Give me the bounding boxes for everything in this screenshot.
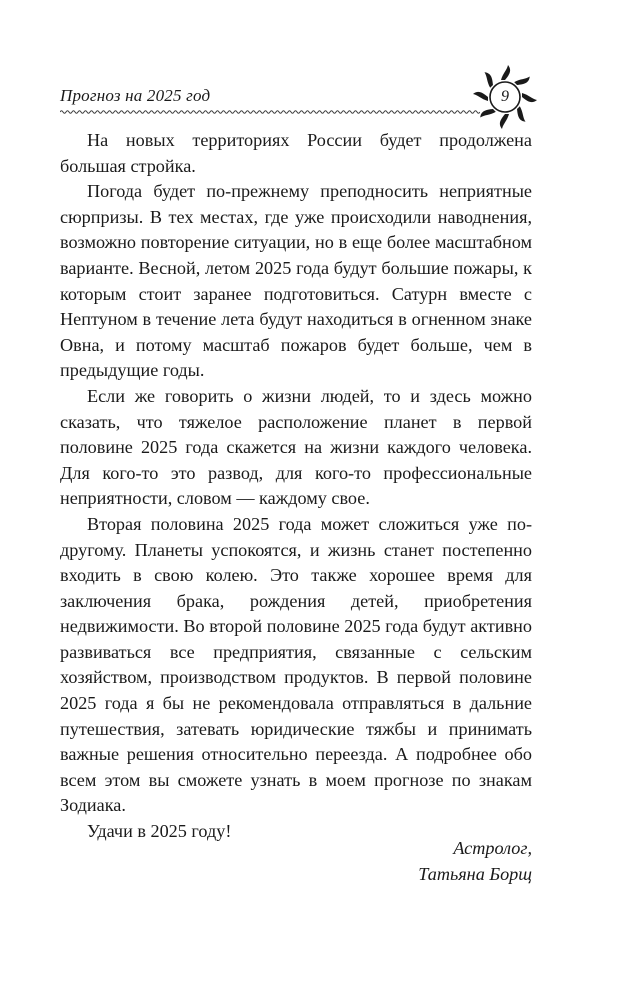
body-text	[60, 128, 532, 845]
paragraph: Удачи в 2025 году!	[87, 821, 232, 842]
paragraph: Погода будет по-прежнему преподносить неприятные сюрпризы. В тех местах, где уже происходили наводнения, возможно повторение ситуации, но в еще более масштабном варианте. Весной, летом 2025 года будут большие пожары, к которым стоит заранее подготовиться. Сатурн вместе с Нептуном в течение лета будут находиться в огненном знаке Овна, и потому масштаб пожаров будет больше, чем в предыдущие годы.	[60, 181, 532, 381]
running-head: Прогноз на 2025 год	[60, 86, 211, 105]
paragraph: На новых территориях России будет продолжена большая стройка.	[60, 130, 532, 176]
page-number: 9	[501, 88, 509, 105]
paragraph: Если же говорить о жизни людей, то и здесь можно сказать, что тяжелое расположение планет в первой половине 2025 года скажется на жизни каждого человека. Для кого-то это развод, для кого-то профессиональные неприятности, словом — каждому свое.	[60, 385, 532, 509]
signature	[418, 836, 532, 887]
header-wavy-rule	[60, 108, 480, 116]
signature-role: Астролог,	[453, 838, 532, 858]
paragraph: Вторая половина 2025 года может сложиться уже по-другому. Планеты успокоятся, и жизнь станет постепенно входить в свою колею. Это также хорошее время для заключения брака, рождения детей, приобретения недвижимости. Во второй половине 2025 года будут активно развиваться все предприятия, связанные с сельским хозяйством, производством продуктов. В первой половине 2025 года я бы не рекомендовала отправляться в дальние путешествия, затевать юридические тяжбы и принимать важные решения относительно переезда. А подробнее обо всем этом вы сможете узнать в моем прогнозе по знакам Зодиака.	[60, 513, 532, 816]
signature-name: Татьяна Борщ	[418, 863, 532, 884]
